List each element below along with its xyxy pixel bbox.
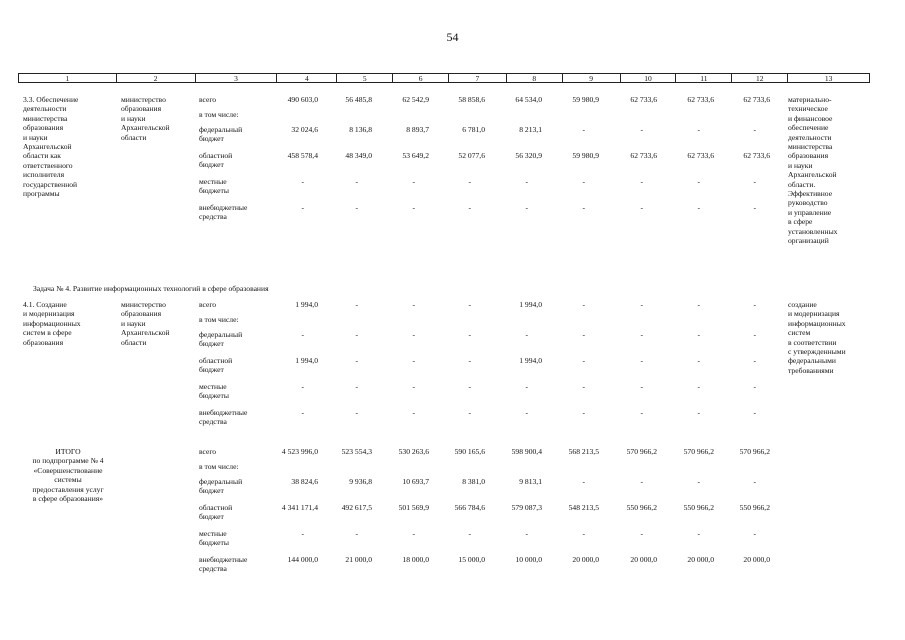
funding-value: - bbox=[301, 529, 304, 538]
funding-value: - bbox=[640, 125, 643, 134]
funding-value: - bbox=[697, 408, 700, 417]
funding-value: 501 569,9 bbox=[398, 503, 429, 512]
funding-source-label: бюджет bbox=[199, 339, 224, 349]
funding-value: - bbox=[582, 356, 585, 365]
funding-value: 550 966,2 bbox=[683, 503, 714, 512]
funding-value: - bbox=[355, 382, 358, 391]
funding-source-label: всего bbox=[199, 300, 217, 309]
funding-value: - bbox=[355, 408, 358, 417]
funding-value: - bbox=[355, 529, 358, 538]
result-line: федеральными bbox=[788, 356, 836, 366]
funding-source-label: внебюджетные bbox=[199, 203, 248, 212]
result-line: и управление bbox=[788, 207, 832, 217]
funding-value: - bbox=[753, 125, 756, 134]
funding-value: 20 000,0 bbox=[630, 555, 657, 564]
funding-source-label: бюджет bbox=[199, 134, 224, 144]
funding-value: 4 523 996,0 bbox=[281, 447, 318, 456]
funding-value: - bbox=[753, 177, 756, 186]
result-line: материально- bbox=[788, 95, 832, 104]
funding-value: - bbox=[301, 330, 304, 339]
measure-title-line: Архангельской bbox=[23, 142, 72, 151]
funding-value: 58 858,6 bbox=[458, 95, 485, 104]
funding-value: 570 966,2 bbox=[626, 447, 657, 456]
funding-value: - bbox=[753, 356, 756, 365]
page-number: 54 bbox=[446, 30, 459, 44]
funding-value: 59 980,9 bbox=[572, 151, 599, 160]
funding-source-label: областной bbox=[199, 503, 233, 512]
funding-value: 8 381,0 bbox=[462, 477, 485, 486]
funding-value: 9 813,1 bbox=[519, 477, 542, 486]
result-line: руководство bbox=[788, 198, 828, 208]
measure-title-line: предоставления услуг bbox=[32, 484, 104, 494]
result-line: требованиями bbox=[788, 365, 834, 375]
funding-value: - bbox=[355, 177, 358, 186]
funding-source-label: средства bbox=[199, 212, 227, 222]
result-line: Эффективное bbox=[788, 189, 833, 198]
funding-value: 62 733,6 bbox=[687, 95, 714, 104]
result-line: создание bbox=[788, 300, 817, 309]
funding-value: - bbox=[525, 177, 528, 186]
funding-value: - bbox=[640, 177, 643, 186]
funding-value: 523 554,3 bbox=[341, 447, 372, 456]
funding-value: - bbox=[582, 177, 585, 186]
funding-source-label: бюджеты bbox=[199, 538, 229, 548]
funding-value: 8 893,7 bbox=[406, 125, 429, 134]
funding-value: - bbox=[582, 382, 585, 391]
funding-value: - bbox=[412, 330, 415, 339]
funding-value: - bbox=[753, 300, 756, 309]
funding-value: 62 733,6 bbox=[630, 151, 657, 160]
measure-title-line: 3.3. Обеспечение bbox=[23, 95, 79, 104]
funding-value: - bbox=[582, 477, 585, 486]
funding-value: 548 213,5 bbox=[568, 503, 599, 512]
column-number-6: 6 bbox=[393, 74, 449, 82]
funding-value: - bbox=[753, 382, 756, 391]
funding-value: - bbox=[697, 382, 700, 391]
funding-value: 56 485,8 bbox=[345, 95, 372, 104]
funding-value: - bbox=[753, 477, 756, 486]
column-number-7: 7 bbox=[449, 74, 507, 82]
funding-value: 20 000,0 bbox=[572, 555, 599, 564]
executor-line: области bbox=[121, 132, 147, 142]
funding-value: 1 994,0 bbox=[295, 300, 318, 309]
funding-value: - bbox=[355, 300, 358, 309]
result-line: и модернизация bbox=[788, 309, 840, 319]
funding-source-label: бюджет bbox=[199, 512, 224, 522]
column-number-9: 9 bbox=[563, 74, 621, 82]
result-line: организаций bbox=[788, 236, 829, 245]
result-line: систем bbox=[788, 328, 811, 338]
funding-value: 579 087,3 bbox=[511, 503, 542, 512]
funding-value: 590 165,6 bbox=[454, 447, 485, 456]
result-line: деятельности bbox=[788, 132, 832, 142]
funding-value: 1 994,0 bbox=[295, 356, 318, 365]
result-line: в сфере bbox=[788, 217, 813, 227]
funding-value: 20 000,0 bbox=[743, 555, 770, 564]
funding-value: - bbox=[582, 300, 585, 309]
column-number-header bbox=[18, 73, 870, 83]
column-number-3: 3 bbox=[196, 74, 278, 82]
result-line: в соответствии bbox=[788, 337, 837, 347]
measure-title-line: 4.1. Создание bbox=[23, 300, 67, 309]
funding-source-label: бюджеты bbox=[199, 391, 229, 401]
funding-value: 144 000,0 bbox=[287, 555, 318, 564]
funding-value: 550 966,2 bbox=[739, 503, 770, 512]
executor-line: и науки bbox=[121, 318, 146, 328]
funding-value: 62 733,6 bbox=[743, 95, 770, 104]
funding-value: - bbox=[412, 356, 415, 365]
funding-value: - bbox=[640, 203, 643, 212]
funding-value: - bbox=[697, 330, 700, 339]
funding-value: 62 542,9 bbox=[402, 95, 429, 104]
funding-value: - bbox=[355, 356, 358, 365]
funding-source-label: бюджет bbox=[199, 365, 224, 375]
funding-value: - bbox=[582, 529, 585, 538]
measure-title-line: системы bbox=[54, 475, 82, 485]
funding-value: - bbox=[468, 356, 471, 365]
measure-title-line: образования bbox=[23, 123, 64, 133]
funding-value: 62 733,6 bbox=[687, 151, 714, 160]
funding-source-label: областной bbox=[199, 356, 233, 365]
measure-title-line: «Совершенствование bbox=[33, 465, 103, 475]
funding-value: - bbox=[640, 300, 643, 309]
result-line: и финансовое bbox=[788, 113, 833, 123]
funding-value: - bbox=[468, 529, 471, 538]
funding-value: - bbox=[355, 203, 358, 212]
funding-value: - bbox=[301, 382, 304, 391]
funding-value: - bbox=[697, 529, 700, 538]
column-number-10: 10 bbox=[621, 74, 677, 82]
funding-source-label: всего bbox=[199, 95, 217, 104]
funding-source-label: местные bbox=[199, 382, 227, 391]
measure-title-line: по подпрограмме № 4 bbox=[32, 456, 104, 466]
funding-value: - bbox=[640, 408, 643, 417]
funding-value: 64 534,0 bbox=[515, 95, 542, 104]
executor-line: образования bbox=[121, 309, 162, 319]
funding-value: - bbox=[468, 408, 471, 417]
result-line: информационных bbox=[788, 318, 846, 328]
funding-value: 8 213,1 bbox=[519, 125, 542, 134]
funding-value: 56 320,9 bbox=[515, 151, 542, 160]
funding-value: - bbox=[468, 203, 471, 212]
funding-value: 10 693,7 bbox=[402, 477, 429, 486]
measure-title-line: области как bbox=[23, 151, 61, 161]
funding-value: 48 349,0 bbox=[345, 151, 372, 160]
column-number-12: 12 bbox=[732, 74, 788, 82]
funding-value: - bbox=[697, 300, 700, 309]
executor-line: министерство bbox=[121, 300, 166, 309]
funding-value: - bbox=[301, 408, 304, 417]
funding-source-label: бюджет bbox=[199, 160, 224, 170]
column-number-13: 13 bbox=[824, 74, 833, 83]
result-line: и науки bbox=[788, 160, 813, 170]
funding-value: - bbox=[301, 203, 304, 212]
funding-source-label: внебюджетные bbox=[199, 408, 248, 417]
funding-value: 52 077,6 bbox=[458, 151, 485, 160]
funding-value: - bbox=[640, 382, 643, 391]
measure-title-line: и науки bbox=[23, 132, 48, 142]
funding-value: - bbox=[753, 203, 756, 212]
funding-value: 530 263,6 bbox=[398, 447, 429, 456]
funding-value: - bbox=[412, 177, 415, 186]
funding-value: 32 024,6 bbox=[291, 125, 318, 134]
funding-value: - bbox=[525, 529, 528, 538]
funding-value: - bbox=[525, 330, 528, 339]
funding-value: 53 649,2 bbox=[402, 151, 429, 160]
executor-line: и науки bbox=[121, 113, 146, 123]
funding-value: 62 733,6 bbox=[630, 95, 657, 104]
funding-value: - bbox=[412, 382, 415, 391]
measure-title-line: в сфере образования» bbox=[32, 494, 104, 503]
funding-value: 15 000,0 bbox=[458, 555, 485, 564]
result-line: Архангельской bbox=[788, 170, 837, 180]
funding-source-label: средства bbox=[199, 564, 227, 574]
funding-value: - bbox=[640, 477, 643, 486]
result-line: с утвержденными bbox=[788, 347, 846, 356]
funding-value: 20 000,0 bbox=[687, 555, 714, 564]
funding-value: - bbox=[753, 408, 756, 417]
funding-source-label: федеральный bbox=[199, 125, 243, 134]
measure-title-line: ответственного bbox=[23, 160, 73, 170]
measure-title-line: исполнителя bbox=[23, 170, 65, 180]
funding-value: 566 784,6 bbox=[454, 503, 485, 512]
column-number-8: 8 bbox=[507, 74, 563, 82]
executor-line: министерство bbox=[121, 95, 166, 104]
measure-title-line: программы bbox=[23, 189, 60, 198]
funding-value: - bbox=[582, 125, 585, 134]
funding-value: 570 966,2 bbox=[683, 447, 714, 456]
funding-value: - bbox=[697, 203, 700, 212]
funding-value: - bbox=[412, 300, 415, 309]
funding-value: 570 966,2 bbox=[739, 447, 770, 456]
funding-value: - bbox=[697, 125, 700, 134]
funding-value: - bbox=[640, 330, 643, 339]
funding-source-label: местные bbox=[199, 177, 227, 186]
funding-value: - bbox=[753, 330, 756, 339]
measure-title-line: ИТОГО bbox=[55, 447, 81, 456]
funding-value: - bbox=[582, 330, 585, 339]
funding-value: - bbox=[412, 529, 415, 538]
funding-source-label: областной bbox=[199, 151, 233, 160]
funding-value: - bbox=[412, 408, 415, 417]
funding-value: 8 136,8 bbox=[349, 125, 372, 134]
measure-title-line: государственной bbox=[23, 179, 78, 189]
funding-value: 6 781,0 bbox=[462, 125, 485, 134]
funding-value: - bbox=[697, 477, 700, 486]
funding-value: - bbox=[582, 203, 585, 212]
result-line: области. bbox=[788, 179, 816, 189]
executor-line: Архангельской bbox=[121, 328, 170, 338]
funding-value: - bbox=[355, 330, 358, 339]
funding-value: - bbox=[525, 382, 528, 391]
funding-value: 62 733,6 bbox=[743, 151, 770, 160]
funding-value: 38 824,6 bbox=[291, 477, 318, 486]
funding-source-label: федеральный bbox=[199, 330, 243, 339]
funding-source-label: в том числе: bbox=[199, 315, 239, 324]
funding-value: 490 603,0 bbox=[287, 95, 318, 104]
executor-line: области bbox=[121, 337, 147, 347]
column-number-1: 1 bbox=[19, 74, 117, 82]
funding-source-label: бюджеты bbox=[199, 186, 229, 196]
funding-source-label: внебюджетные bbox=[199, 555, 248, 564]
funding-value: - bbox=[468, 177, 471, 186]
funding-value: 18 000,0 bbox=[402, 555, 429, 564]
funding-value: 598 900,4 bbox=[511, 447, 542, 456]
funding-value: - bbox=[582, 408, 585, 417]
result-line: техническое bbox=[788, 104, 828, 114]
funding-value: - bbox=[468, 330, 471, 339]
measure-title-line: деятельности bbox=[23, 104, 67, 114]
column-number-4: 4 bbox=[277, 74, 337, 82]
funding-value: - bbox=[525, 203, 528, 212]
funding-value: 1 994,0 bbox=[519, 300, 542, 309]
measure-title-line: министерства bbox=[23, 113, 68, 123]
funding-value: - bbox=[697, 356, 700, 365]
column-number-2: 2 bbox=[117, 74, 196, 82]
funding-source-label: федеральный bbox=[199, 477, 243, 486]
funding-value: 4 341 171,4 bbox=[281, 503, 318, 512]
measure-title-line: систем в сфере bbox=[23, 328, 72, 338]
executor-line: образования bbox=[121, 104, 162, 114]
measure-title-line: информационных bbox=[23, 318, 81, 328]
result-line: образования bbox=[788, 151, 829, 161]
funding-value: - bbox=[640, 356, 643, 365]
funding-value: 550 966,2 bbox=[626, 503, 657, 512]
task-heading: Задача № 4. Развитие информационных технологий в сфере образования bbox=[33, 284, 269, 293]
funding-value: - bbox=[468, 300, 471, 309]
result-line: установленных bbox=[788, 226, 838, 236]
funding-value: - bbox=[468, 382, 471, 391]
result-line: обеспечение bbox=[788, 123, 829, 133]
column-number-11: 11 bbox=[676, 74, 732, 82]
result-line: министерства bbox=[788, 142, 833, 151]
funding-value: - bbox=[412, 203, 415, 212]
funding-value: 21 000,0 bbox=[345, 555, 372, 564]
funding-value: 492 617,5 bbox=[341, 503, 372, 512]
funding-source-label: всего bbox=[199, 447, 217, 456]
funding-source-label: бюджет bbox=[199, 486, 224, 496]
funding-value: 10 000,0 bbox=[515, 555, 542, 564]
funding-value: 458 578,4 bbox=[287, 151, 318, 160]
funding-value: 9 936,8 bbox=[349, 477, 372, 486]
funding-value: - bbox=[753, 529, 756, 538]
funding-value: 59 980,9 bbox=[572, 95, 599, 104]
funding-value: 1 994,0 bbox=[519, 356, 542, 365]
funding-source-label: местные bbox=[199, 529, 227, 538]
funding-value: - bbox=[301, 177, 304, 186]
funding-value: - bbox=[640, 529, 643, 538]
funding-value: - bbox=[697, 177, 700, 186]
column-number-5: 5 bbox=[337, 74, 393, 82]
funding-source-label: в том числе: bbox=[199, 110, 239, 119]
measure-title-line: образования bbox=[23, 337, 64, 347]
funding-source-label: средства bbox=[199, 417, 227, 427]
funding-value: 568 213,5 bbox=[568, 447, 599, 456]
measure-title-line: и модернизация bbox=[23, 309, 75, 319]
funding-value: - bbox=[525, 408, 528, 417]
executor-line: Архангельской bbox=[121, 123, 170, 133]
funding-source-label: в том числе: bbox=[199, 462, 239, 471]
